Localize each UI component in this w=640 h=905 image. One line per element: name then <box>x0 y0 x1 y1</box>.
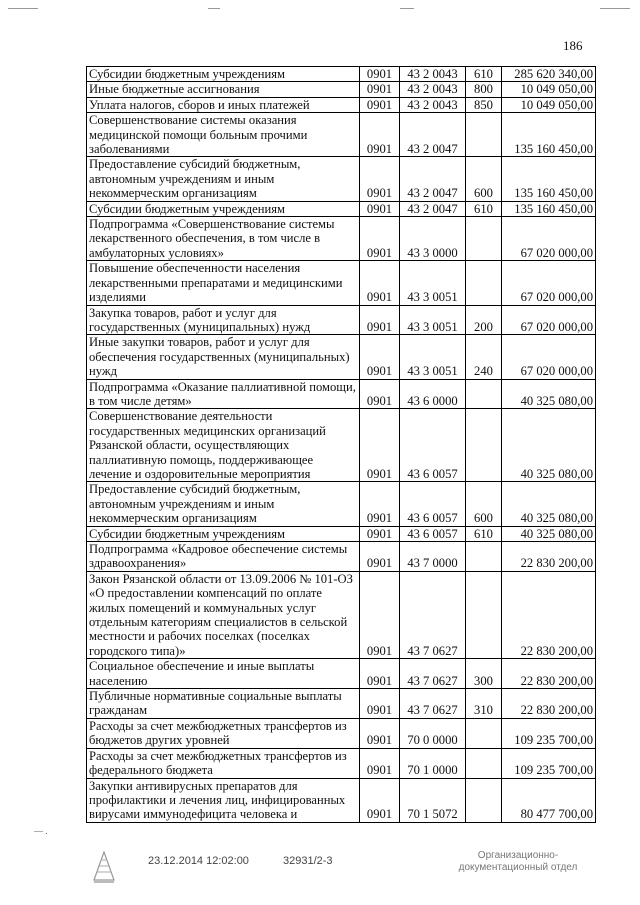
row-section-cell: 0901 <box>360 82 400 97</box>
row-sum-cell: 22 830 200,00 <box>502 571 596 658</box>
row-section-cell: 0901 <box>360 157 400 201</box>
row-expense-type-cell <box>466 718 502 748</box>
row-expense-type-cell: 600 <box>466 157 502 201</box>
budget-table-body <box>87 67 596 823</box>
row-sum-cell: 40 325 080,00 <box>502 482 596 526</box>
row-sum-cell: 80 477 700,00 <box>502 778 596 822</box>
row-article-cell: 43 3 0051 <box>400 305 466 335</box>
row-name-cell: Субсидии бюджетным учреждениям <box>87 67 360 82</box>
row-article-cell: 43 6 0057 <box>400 409 466 482</box>
row-expense-type-cell: 610 <box>466 67 502 82</box>
row-section-cell: 0901 <box>360 659 400 689</box>
row-section-cell: 0901 <box>360 67 400 82</box>
row-sum-cell: 67 020 000,00 <box>502 217 596 261</box>
row-expense-type-cell <box>466 217 502 261</box>
row-section-cell: 0901 <box>360 482 400 526</box>
table-row <box>87 67 596 82</box>
page-edge-mark <box>208 8 220 9</box>
row-expense-type-cell: 610 <box>466 201 502 216</box>
table-row <box>87 542 596 572</box>
row-article-cell: 43 6 0057 <box>400 526 466 541</box>
row-article-cell: 70 1 5072 <box>400 778 466 822</box>
row-name-cell: Закупки антивирусных препаратов для профилактики и лечения лиц, инфицированных вирусами иммунодефицита человека и <box>87 778 360 822</box>
table-row <box>87 659 596 689</box>
row-section-cell: 0901 <box>360 217 400 261</box>
row-expense-type-cell <box>466 409 502 482</box>
row-article-cell: 43 2 0043 <box>400 97 466 112</box>
row-article-cell: 43 7 0627 <box>400 659 466 689</box>
table-row <box>87 217 596 261</box>
row-expense-type-cell: 240 <box>466 335 502 379</box>
row-name-cell: Подпрограмма «Кадровое обеспечение системы здравоохранения» <box>87 542 360 572</box>
row-expense-type-cell <box>466 113 502 157</box>
row-section-cell: 0901 <box>360 305 400 335</box>
row-sum-cell: 67 020 000,00 <box>502 261 596 305</box>
row-name-cell: Закон Рязанской области от 13.09.2006 № 101-ОЗ «О предоставлении компенсаций по оплате жилых помещений и коммунальных услуг отдельным категориям специалистов в сельской местности и рабочих поселках (поселках городского типа)» <box>87 571 360 658</box>
row-article-cell: 43 2 0043 <box>400 67 466 82</box>
row-expense-type-cell <box>466 542 502 572</box>
row-section-cell: 0901 <box>360 571 400 658</box>
page-number: 186 <box>563 38 583 53</box>
row-section-cell: 0901 <box>360 542 400 572</box>
row-sum-cell: 40 325 080,00 <box>502 526 596 541</box>
page-edge-mark <box>8 8 38 9</box>
row-sum-cell: 22 830 200,00 <box>502 689 596 719</box>
row-article-cell: 43 6 0057 <box>400 482 466 526</box>
row-sum-cell: 22 830 200,00 <box>502 542 596 572</box>
row-name-cell: Субсидии бюджетным учреждениям <box>87 201 360 216</box>
table-row <box>87 689 596 719</box>
row-article-cell: 43 3 0000 <box>400 217 466 261</box>
table-row <box>87 335 596 379</box>
margin-mark: — . <box>34 826 48 836</box>
footer-document-code: 32931/2-3 <box>283 855 333 867</box>
row-name-cell: Иные бюджетные ассигнования <box>87 82 360 97</box>
row-sum-cell: 40 325 080,00 <box>502 379 596 409</box>
row-expense-type-cell: 850 <box>466 97 502 112</box>
row-name-cell: Уплата налогов, сборов и иных платежей <box>87 97 360 112</box>
row-name-cell: Подпрограмма «Совершенствование системы лекарственного обеспечения, в том числе в амбулаторных условиях» <box>87 217 360 261</box>
row-expense-type-cell: 200 <box>466 305 502 335</box>
row-article-cell: 43 3 0051 <box>400 261 466 305</box>
row-name-cell: Расходы за счет межбюджетных трансфертов из бюджетов других уровней <box>87 718 360 748</box>
row-name-cell: Совершенствование системы оказания медицинской помощи больным прочими заболеваниями <box>87 113 360 157</box>
row-expense-type-cell: 800 <box>466 82 502 97</box>
row-article-cell: 43 7 0627 <box>400 571 466 658</box>
table-row <box>87 748 596 778</box>
page-edge-mark <box>400 8 414 9</box>
row-section-cell: 0901 <box>360 778 400 822</box>
row-sum-cell: 22 830 200,00 <box>502 659 596 689</box>
page-edge-mark <box>600 8 630 9</box>
table-row <box>87 526 596 541</box>
row-article-cell: 43 7 0627 <box>400 689 466 719</box>
row-name-cell: Совершенствование деятельности государственных медицинских организаций Рязанской области, осуществляющих паллиативную помощь, поддерживающее лечение и оздоровительные мероприятия <box>87 409 360 482</box>
row-expense-type-cell: 300 <box>466 659 502 689</box>
row-expense-type-cell <box>466 571 502 658</box>
table-row <box>87 261 596 305</box>
table-row <box>87 201 596 216</box>
row-section-cell: 0901 <box>360 748 400 778</box>
row-section-cell: 0901 <box>360 526 400 541</box>
row-section-cell: 0901 <box>360 689 400 719</box>
row-section-cell: 0901 <box>360 409 400 482</box>
table-row <box>87 82 596 97</box>
row-expense-type-cell: 600 <box>466 482 502 526</box>
row-name-cell: Субсидии бюджетным учреждениям <box>87 526 360 541</box>
row-name-cell: Предоставление субсидий бюджетным, автономным учреждениям и иным некоммерческим организациям <box>87 157 360 201</box>
row-expense-type-cell <box>466 379 502 409</box>
table-row <box>87 97 596 112</box>
table-row <box>87 157 596 201</box>
row-section-cell: 0901 <box>360 335 400 379</box>
table-row <box>87 718 596 748</box>
row-sum-cell: 109 235 700,00 <box>502 748 596 778</box>
table-row <box>87 409 596 482</box>
row-section-cell: 0901 <box>360 113 400 157</box>
row-sum-cell: 135 160 450,00 <box>502 201 596 216</box>
row-sum-cell: 10 049 050,00 <box>502 82 596 97</box>
row-sum-cell: 135 160 450,00 <box>502 113 596 157</box>
row-section-cell: 0901 <box>360 261 400 305</box>
row-sum-cell: 40 325 080,00 <box>502 409 596 482</box>
row-sum-cell: 285 620 340,00 <box>502 67 596 82</box>
coat-of-arms-icon <box>88 846 120 886</box>
table-row <box>87 305 596 335</box>
row-name-cell: Расходы за счет межбюджетных трансфертов из федерального бюджета <box>87 748 360 778</box>
row-article-cell: 43 2 0047 <box>400 113 466 157</box>
row-name-cell: Социальное обеспечение и иные выплаты населению <box>87 659 360 689</box>
row-expense-type-cell <box>466 261 502 305</box>
row-name-cell: Публичные нормативные социальные выплаты гражданам <box>87 689 360 719</box>
row-name-cell: Повышение обеспеченности населения лекарственными препаратами и медицинскими изделиями <box>87 261 360 305</box>
row-sum-cell: 67 020 000,00 <box>502 335 596 379</box>
row-article-cell: 43 7 0000 <box>400 542 466 572</box>
row-expense-type-cell: 610 <box>466 526 502 541</box>
row-name-cell: Предоставление субсидий бюджетным, автономным учреждениям и иным некоммерческим организациям <box>87 482 360 526</box>
row-section-cell: 0901 <box>360 97 400 112</box>
budget-table <box>86 66 596 823</box>
row-name-cell: Закупка товаров, работ и услуг для государственных (муниципальных) нужд <box>87 305 360 335</box>
row-article-cell: 43 2 0047 <box>400 201 466 216</box>
row-expense-type-cell: 310 <box>466 689 502 719</box>
row-article-cell: 43 2 0047 <box>400 157 466 201</box>
table-row <box>87 571 596 658</box>
row-expense-type-cell <box>466 778 502 822</box>
table-row <box>87 778 596 822</box>
row-sum-cell: 135 160 450,00 <box>502 157 596 201</box>
row-sum-cell: 10 049 050,00 <box>502 97 596 112</box>
department-stamp: Организационно-документационный отдел <box>458 850 578 873</box>
table-row <box>87 379 596 409</box>
table-row <box>87 113 596 157</box>
row-article-cell: 43 6 0000 <box>400 379 466 409</box>
row-sum-cell: 109 235 700,00 <box>502 718 596 748</box>
row-expense-type-cell <box>466 748 502 778</box>
row-sum-cell: 67 020 000,00 <box>502 305 596 335</box>
row-section-cell: 0901 <box>360 379 400 409</box>
table-row <box>87 482 596 526</box>
footer-datetime: 23.12.2014 12:02:00 <box>148 855 249 867</box>
row-name-cell: Подпрограмма «Оказание паллиативной помощи, в том числе детям» <box>87 379 360 409</box>
row-name-cell: Иные закупки товаров, работ и услуг для обеспечения государственных (муниципальных) нужд <box>87 335 360 379</box>
row-section-cell: 0901 <box>360 201 400 216</box>
row-article-cell: 43 2 0043 <box>400 82 466 97</box>
row-article-cell: 70 0 0000 <box>400 718 466 748</box>
row-article-cell: 70 1 0000 <box>400 748 466 778</box>
row-article-cell: 43 3 0051 <box>400 335 466 379</box>
row-section-cell: 0901 <box>360 718 400 748</box>
